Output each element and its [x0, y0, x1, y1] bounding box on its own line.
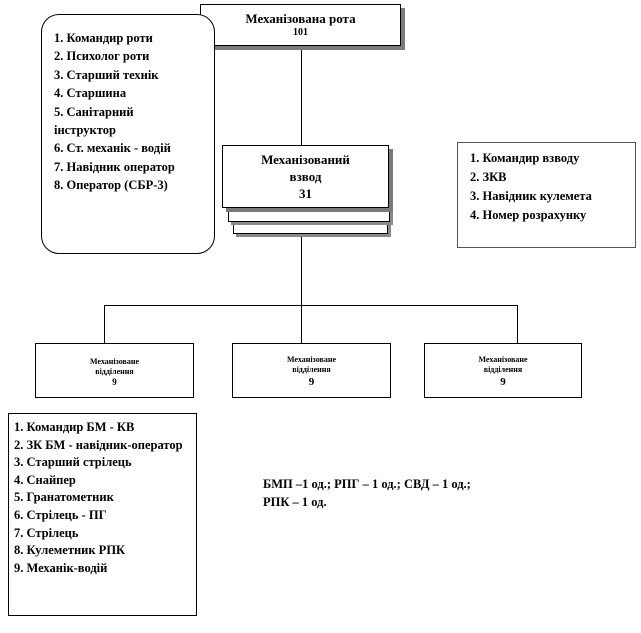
- company-title: Механізована рота: [245, 11, 356, 26]
- connector-company-platoon: [301, 46, 302, 146]
- platoon-box: [222, 145, 389, 208]
- platoon-staff-box: [457, 142, 636, 248]
- company-staff-item: 6. Ст. механік - водій: [54, 141, 171, 156]
- platoon-staff-item: 3. Навідник кулемета: [470, 189, 592, 203]
- company-staff-item: 3. Старший технік: [54, 67, 159, 82]
- platoon-staff-item: 4. Номер розрахунку: [470, 208, 587, 222]
- company-staff-item: 2. Психолог роти: [54, 49, 150, 64]
- company-staff-list: [54, 29, 208, 195]
- squad-staff-item: 4. Снайпер: [14, 472, 76, 487]
- squad-title: Механізоване відділення: [89, 356, 139, 376]
- company-staff-box: [41, 14, 215, 254]
- equipment-line-2: РПК – 1 од.: [263, 495, 327, 509]
- squad-number: 9: [112, 376, 117, 387]
- connector-horizontal: [104, 305, 518, 306]
- squad-staff-item: 6. Стрілець - ПГ: [14, 507, 107, 522]
- squad-staff-item: 3. Старший стрілець: [14, 455, 132, 470]
- platoon-staff-item: 2. ЗКВ: [470, 170, 507, 184]
- squad-staff-item: 2. ЗК БМ - навідник-оператор: [14, 437, 183, 452]
- squad-staff-item: 1. Командир БМ - КВ: [14, 420, 135, 434]
- squad-title: Механізоване відділення: [478, 354, 528, 374]
- company-staff-item: 4. Старшина: [54, 86, 127, 101]
- squad-staff-item: 7. Стрілець: [14, 525, 79, 540]
- squad-number: 9: [500, 375, 506, 388]
- squad-number: 9: [308, 375, 315, 388]
- company-staff-item: 8. Оператор (СБР-3): [54, 178, 168, 193]
- squad-box-left: [35, 343, 194, 398]
- squad-box-center: [232, 343, 391, 398]
- company-number: 101: [293, 27, 308, 38]
- squad-staff-item: 9. Механік-водій: [14, 560, 108, 575]
- equipment-text: [263, 475, 563, 511]
- squad-staff-item: 5. Гранатометник: [14, 490, 114, 505]
- squad-staff-box: [8, 413, 197, 616]
- connector-squad-left: [104, 305, 105, 343]
- connector-squad-right: [517, 305, 518, 343]
- squad-title: Механізоване відділення: [286, 354, 336, 374]
- platoon-staff-item: 1. Командир взводу: [470, 151, 580, 165]
- platoon-number: 31: [299, 186, 312, 201]
- company-staff-item: 7. Навідник оператор: [54, 159, 175, 174]
- company-staff-item: 1. Командир роти: [54, 31, 153, 45]
- company-staff-item: 5. Санітарний інструктор: [54, 104, 134, 138]
- squad-box-right: [424, 343, 582, 398]
- connector-squad-center: [301, 305, 302, 343]
- equipment-line-1: БМП –1 од.; РПГ – 1 од.; СВД – 1 од.;: [263, 477, 471, 491]
- platoon-staff-list: [470, 149, 635, 225]
- company-box: [200, 4, 401, 46]
- squad-staff-list: [14, 419, 192, 577]
- platoon-title: Механізований взвод: [261, 152, 350, 184]
- squad-staff-item: 8. Кулеметник РПК: [14, 543, 126, 558]
